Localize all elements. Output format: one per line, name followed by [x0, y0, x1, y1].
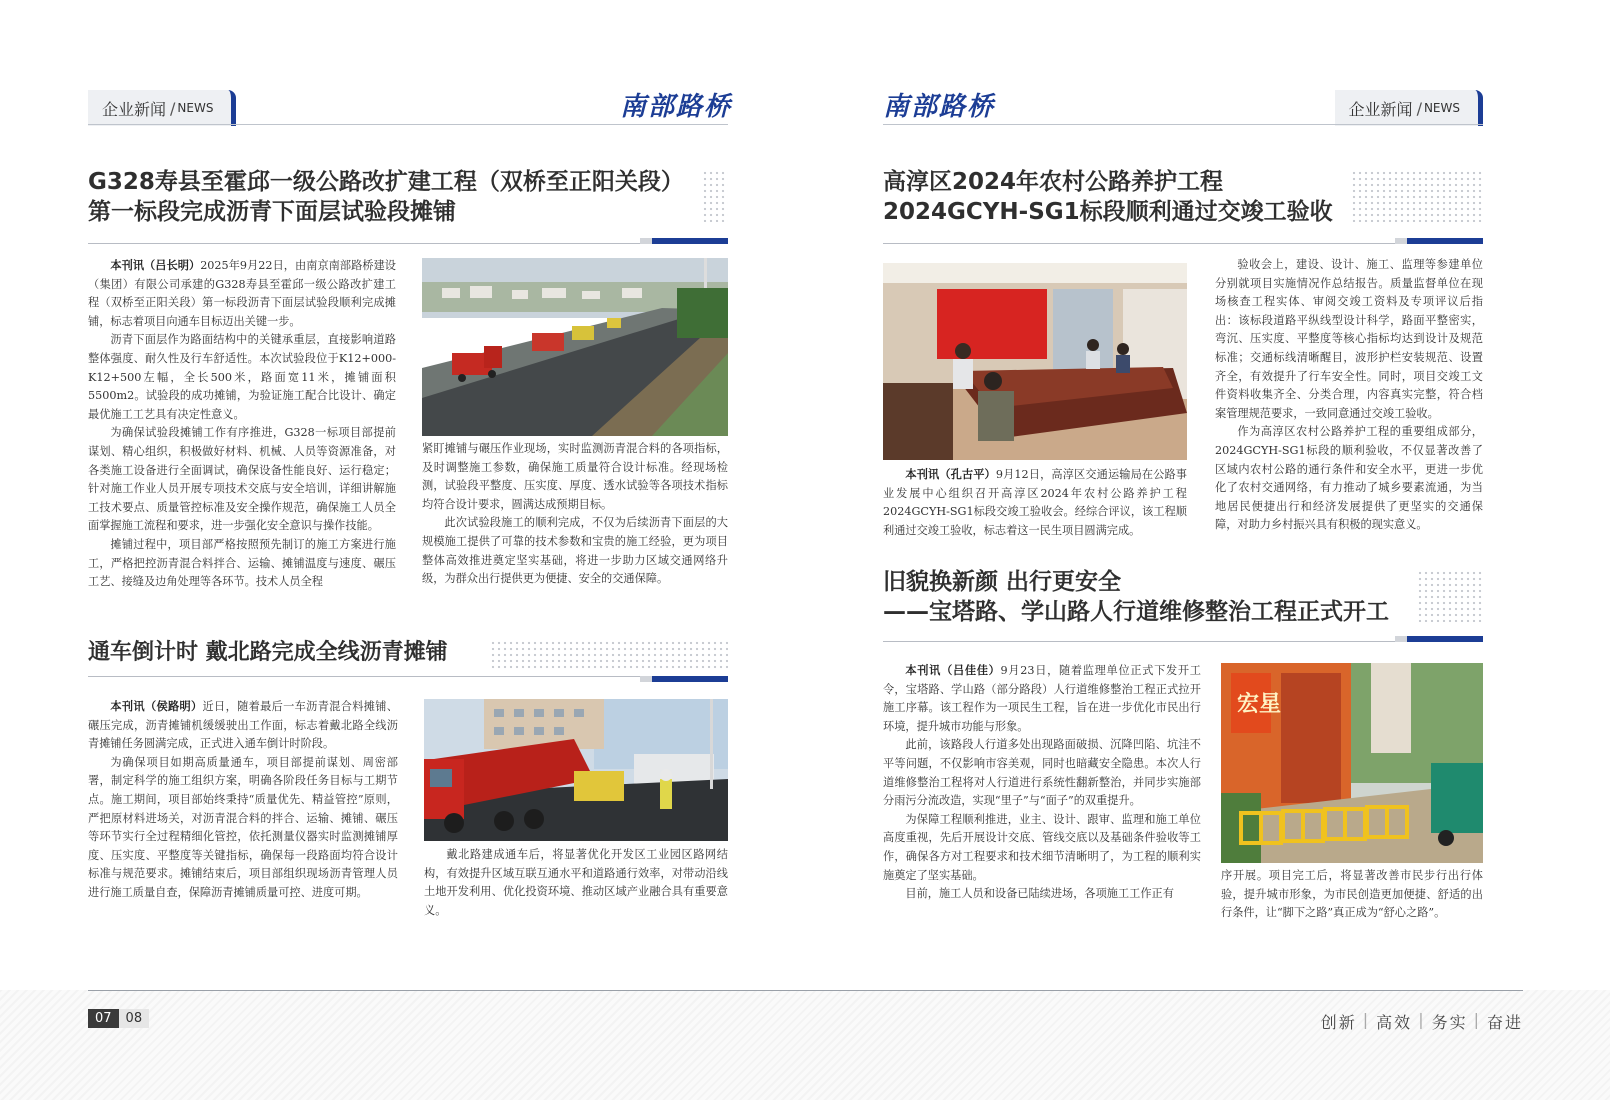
article1-title-line2: 第一标段完成沥青下面层试验段摊铺: [88, 199, 456, 225]
article4-title-line1: 旧貌换新颜 出行更安全: [883, 569, 1122, 595]
article1-title-line1: G328寿县至霍邱一级公路改扩建工程（双桥至正阳关段）: [88, 169, 684, 195]
section-tab-left: [88, 90, 236, 126]
slogan-word-1: 创新: [1320, 1013, 1357, 1032]
article3-paragraph-3: 作为高淳区农村公路养护工程的重要组成部分，2024GCYH-SG1标段的顺利验收，不仅显著改善了区域内农村公路的通行条件和安全水平，更进一步优化了农村交通网络，有力推动了城乡要素流通，为当地居民便捷出行和经济发展提供了更坚实的交通保障，对助力乡村振兴具有积极的现实意义。: [1215, 425, 1483, 532]
article2-title-rule: [88, 676, 728, 677]
article4-title-rule: [883, 641, 1483, 642]
article1-paragraph-5: 紧盯摊铺与碾压作业现场，实时监测沥青混合料的各项指标，及时调整施工参数，确保施工质量符合设计标准。经现场检测，试验段平整度、压实度、厚度、透水试验等各项技术指标均符合设计要求，圆满达成预期目标。: [422, 442, 728, 511]
article2-column-2: [424, 846, 728, 920]
slogan-separator: |: [1473, 1010, 1481, 1029]
article4-paragraph-4: 目前，施工人员和设备已陆续进场，各项施工工作正有: [905, 887, 1174, 901]
article4-column-1: [883, 661, 1201, 904]
article3-meeting-photo: [883, 263, 1187, 460]
slogan-word-2: 高效: [1376, 1013, 1413, 1032]
article1-paving-photo: [422, 258, 728, 436]
article3-title: [883, 167, 1363, 227]
section-tab-en-right: NEWS: [1423, 101, 1460, 115]
article3-title-line2: 2024GCYH-SG1标段顺利通过交竣工验收: [883, 199, 1333, 225]
article3-accent-blue: [1407, 238, 1483, 244]
article1-paragraph-6: 此次试验段施工的顺利完成，不仅为后续沥青下面层的大规模施工提供了可靠的技术参数和宝贵的施工经验，更为项目整体高效推进奠定坚实基础，将进一步助力区域交通网络升级，为群众出行提供更为便捷、安全的交通保障。: [422, 516, 728, 586]
section-tab-slash: /: [170, 98, 176, 118]
footer-rule: [88, 990, 1523, 991]
article1-title: [88, 167, 708, 227]
brand-logo-right: 南部路桥: [883, 92, 996, 122]
article2-column-1: [88, 697, 398, 903]
article3-column-1: [883, 465, 1187, 540]
section-tab-en: NEWS: [177, 101, 214, 115]
article2-paving-truck-photo: [424, 699, 728, 841]
article1-column-1: [88, 256, 396, 592]
slogan-word-4: 奋进: [1486, 1013, 1523, 1032]
slogan-separator: |: [1418, 1010, 1426, 1029]
footer-band: [0, 990, 1610, 1100]
article4-paragraph-5: 序开展。项目完工后，将显著改善市民步行出行体验，提升城市形象，为市民创造更加便捷、舒适的出行条件，让“脚下之路”真正成为“舒心之路”。: [1221, 869, 1483, 920]
page-numbers: [88, 1009, 149, 1028]
article2-paragraph-2: 为确保项目如期高质量通车，项目部提前谋划、周密部署，制定科学的施工组织方案，明确各阶段任务目标与工期节点。施工期间，项目部始终秉持“质量优先、精益管控”原则，严把原材料进场关，对沥青混合料的拌合、运输、摊铺、碾压等环节实行全过程精细化管控，依托测量仪器实时监测摊铺厚度、压实度、平整度等关键指标，确保每一段路面均符合设计标准与规范要求。摊铺结束后，项目部组织现场沥青管理人员进行施工质量自查，保障沥青摊铺质量可控、进度可期。: [88, 755, 398, 899]
article2-accent-blue: [652, 676, 728, 682]
article1-paragraph-2: 沥青下面层作为路面结构中的关键承重层，直接影响道路整体强度、耐久性及行车舒适性。本次试验段位于K12+000-K12+500左幅，全长500米，路面宽11米，摊铺面积5500m2。试验段的成功摊铺，为验证施工配合比设计、确定最优施工工艺具有决定性意义。: [88, 333, 396, 421]
article4-paragraph-1: 本刊讯（吕佳佳）9月23日，随着监理单位正式下发开工令，宝塔路、学山路（部分路段）人行道维修整治工程正式拉开施工序幕。该工程作为一项民生工程，旨在进一步优化市民出行环境，提升城市功能与形象。: [883, 663, 1201, 733]
article1-byline: 本刊讯（吕长明）: [110, 258, 201, 272]
shop-sign-text: 宏星: [1237, 692, 1282, 717]
article4-byline: 本刊讯（吕佳佳）: [905, 663, 1001, 677]
article2-byline: 本刊讯（侯路明）: [110, 699, 203, 713]
article2-title-dots: [490, 640, 728, 670]
section-tab-cn-right: 企业新闻: [1348, 99, 1413, 119]
article2-paragraph-1: 本刊讯（侯路明）近日，随着最后一车沥青混合料摊铺、碾压完成，沥青摊铺机缓缓驶出工作面，标志着戴北路全线沥青摊铺任务圆满完成，正式进入通车倒计时阶段。: [88, 699, 398, 751]
article4-accent-blue: [1407, 636, 1483, 642]
article4-column-2: [1221, 867, 1483, 923]
article1-paragraph-1: 本刊讯（吕长明）2025年9月22日，由南京南部路桥建设（集团）有限公司承建的G328寿县至霍邱一级公路改扩建工程（双桥至正阳关段）第一标段沥青下面层试验段顺利完成摊铺，标志着项目向通车目标迈出关键一步。: [88, 258, 396, 328]
article4-title: [883, 567, 1423, 627]
article4-title-line2: ——宝塔路、学山路人行道维修整治工程正式开工: [883, 599, 1389, 625]
article3-title-rule: [883, 243, 1483, 244]
section-tab-cn: 企业新闻: [102, 99, 167, 119]
section-tab-right: [1335, 90, 1483, 126]
footer-slogan: [1321, 1010, 1523, 1033]
header-rule-left: [88, 124, 728, 125]
article3-byline: 本刊讯（孔古平）: [905, 467, 996, 481]
header-rule-right: [883, 124, 1483, 125]
article2-title: 通车倒计时 戴北路完成全线沥青摊铺: [88, 640, 448, 665]
article2-paragraph-3: 戴北路建成通车后，将显著优化开发区工业园区路网结构，有效提升区域互联互通水平和道路通行效率，对带动沿线土地开发利用、优化投资环境、推动区域产业融合具有重要意义。: [424, 848, 728, 917]
article4-paragraph-3: 为保障工程顺利推进，业主、设计、跟审、监理和施工单位高度重视，先后开展设计交底、管线交底以及基础条件验收等工作，确保各方对工程要求和技术细节清晰明了，为工程的顺利实施奠定了坚实基础。: [883, 812, 1201, 882]
article4-sidewalk-photo: [1221, 663, 1483, 863]
slogan-separator: |: [1362, 1010, 1371, 1029]
article1-paragraph-3: 为确保试验段摊铺工作有序推进，G328一标项目部提前谋划、精心组织，积极做好材料、机械、人员等资源准备，对各类施工设备进行全面调试，确保设备性能良好、运行稳定；针对施工作业人员开展专项技术交底与安全培训，详细讲解施工技术要点、质量管控标准及安全操作规范，确保施工人员全面掌握施工流程和要求，进一步强化安全意识与操作技能。: [88, 426, 396, 533]
article3-paragraph-1: 本刊讯（孔古平）9月12日，高淳区交通运输局在公路事业发展中心组织召开高淳区2024年农村公路养护工程2024GCYH-SG1标段交竣工验收会。经综合评议，该工程顺利通过交竣工验收，标志着这一民生项目圆满完成。: [883, 467, 1187, 537]
slogan-word-3: 务实: [1431, 1013, 1468, 1032]
article1-title-rule: [88, 243, 728, 244]
brand-logo-left: 南部路桥: [620, 92, 733, 122]
article4-paragraph-2: 此前，该路段人行道多处出现路面破损、沉降凹陷、坑洼不平等问题，不仅影响市容美观，同时也暗藏安全隐患。本次人行道维修整治工程将对人行道进行系统性翻新整治，并同步实施部分雨污分流改造，实现“里子”与“面子”的双重提升。: [883, 738, 1201, 808]
article1-column-2: [422, 440, 728, 589]
right-page: [805, 0, 1610, 1100]
article4-accent-gray: [1395, 636, 1407, 642]
article1-paragraph-4: 摊铺过程中，项目部严格按照预先制订的施工方案进行施工，严格把控沥青混合料拌合、运输、摊铺温度与速度、碾压工艺、接缝及边角处理等各环节。技术人员全程: [88, 537, 396, 589]
section-tab-slash-right: /: [1416, 98, 1422, 118]
page-number-right: 08: [119, 1009, 150, 1028]
article3-column-2: [1215, 256, 1483, 535]
article3-title-dots: [1351, 170, 1483, 222]
article1-accent-gray: [640, 238, 652, 244]
article1-accent-blue: [652, 238, 728, 244]
article4-title-dots: [1417, 570, 1483, 622]
article3-paragraph-2: 验收会上，建设、设计、施工、监理等参建单位分别就项目实施情况作总结报告。质量监督单位在现场核查工程实体、审阅交竣工资料及专项评议后指出：该标段道路平纵线型设计科学，路面平整密实，弯沉、压实度、平整度等核心指标均达到设计及规范标准；交通标线清晰醒目，波形护栏安装规范、设置齐全，有效提升了行车安全性。同时，项目交竣工文件资料收集齐全、分类合理，内容真实完整，符合档案管理规范要求，一致同意通过交竣工验收。: [1215, 258, 1483, 420]
article3-accent-gray: [1395, 238, 1407, 244]
page-number-left: 07: [88, 1009, 119, 1028]
article3-title-line1: 高淳区2024年农村公路养护工程: [883, 169, 1224, 195]
article2-accent-gray: [640, 676, 652, 682]
